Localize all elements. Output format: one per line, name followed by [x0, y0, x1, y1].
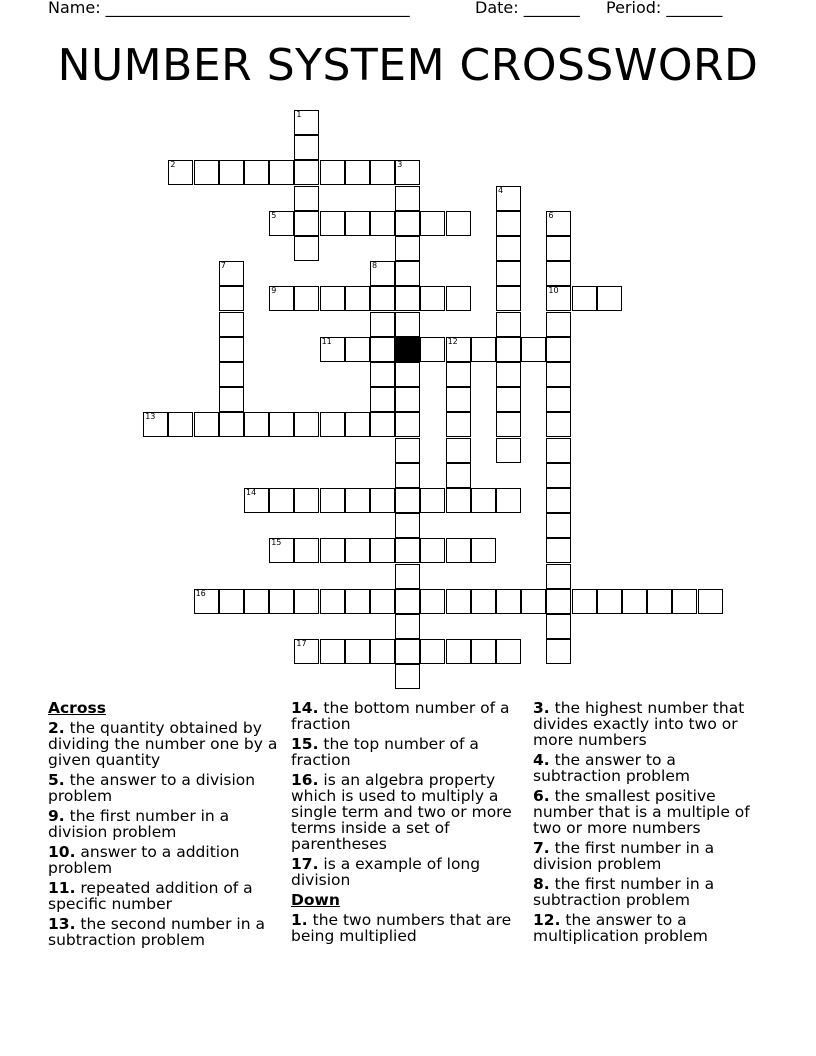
clue-number: 13.: [48, 915, 76, 933]
clue-number-label: 7: [220, 261, 226, 271]
crossword-cell[interactable]: [496, 261, 521, 286]
clue-number-label: 17: [296, 639, 307, 649]
across-clue: [48, 720, 284, 768]
crossword-cell[interactable]: [219, 362, 244, 387]
across-clue: [291, 772, 519, 852]
crossword-cell[interactable]: [395, 639, 420, 664]
crossword-cell[interactable]: [194, 589, 219, 614]
clue-text: the smallest positive number that is a multiple of two or more numbers: [533, 787, 750, 837]
crossword-cell[interactable]: [395, 614, 420, 639]
clue-number-label: 14: [246, 488, 257, 497]
clue-text: repeated addition of a specific number: [48, 879, 253, 913]
clue-number-label: 6: [548, 210, 554, 220]
crossword-cell[interactable]: [420, 589, 445, 614]
crossword-cell[interactable]: [320, 337, 345, 362]
crossword-cell[interactable]: [420, 286, 445, 311]
crossword-cell[interactable]: [219, 160, 244, 185]
crossword-cell[interactable]: [546, 564, 571, 589]
crossword-cell[interactable]: [345, 639, 370, 664]
crossword-cell[interactable]: [395, 513, 420, 538]
crossword-cell[interactable]: [345, 337, 370, 362]
crossword-cell[interactable]: [345, 286, 370, 311]
crossword-cell[interactable]: [496, 236, 521, 261]
down-clue: [533, 788, 765, 836]
crossword-cell[interactable]: [521, 337, 546, 362]
crossword-cell[interactable]: [345, 211, 370, 236]
clue-number-label: 9: [271, 286, 277, 296]
crossword-cell[interactable]: [294, 236, 319, 261]
clue-number: 8.: [533, 875, 550, 893]
crossword-cell[interactable]: [496, 412, 521, 437]
clue-number: 10.: [48, 843, 76, 861]
clue-number-label: 12: [447, 336, 458, 346]
crossword-cell[interactable]: [420, 211, 445, 236]
clue-number: 12.: [533, 911, 561, 929]
crossword-cell[interactable]: [320, 589, 345, 614]
crossword-cell[interactable]: [446, 211, 471, 236]
across-clue: [48, 916, 284, 948]
clue-number: 1.: [291, 911, 308, 929]
crossword-cell[interactable]: [546, 438, 571, 463]
crossword-cell[interactable]: [672, 589, 697, 614]
crossword-cell[interactable]: [219, 589, 244, 614]
across-clue: [48, 808, 284, 840]
name-field-label[interactable]: Name: ______________________________________: [48, 0, 410, 17]
date-field-label[interactable]: Date: _______: [475, 0, 580, 17]
crossword-cell[interactable]: [168, 160, 193, 185]
clue-number-label: 13: [145, 412, 156, 422]
crossword-cell[interactable]: [294, 110, 319, 135]
crossword-cell[interactable]: [269, 286, 294, 311]
clue-number-label: 4: [498, 185, 504, 195]
crossword-cell[interactable]: [194, 160, 219, 185]
crossword-cell[interactable]: [219, 337, 244, 362]
crossword-cell[interactable]: [345, 589, 370, 614]
crossword-cell[interactable]: [320, 639, 345, 664]
crossword-cell[interactable]: [546, 463, 571, 488]
crossword-cell[interactable]: [294, 135, 319, 160]
crossword-cell[interactable]: [471, 538, 496, 563]
clue-text: the first number in a division problem: [48, 807, 230, 841]
crossword-cell[interactable]: [370, 412, 395, 437]
crossword-cell[interactable]: [471, 337, 496, 362]
down-clue: [533, 912, 765, 944]
crossword-cell[interactable]: [395, 312, 420, 337]
crossword-cell[interactable]: [219, 312, 244, 337]
crossword-cell[interactable]: [546, 312, 571, 337]
crossword-cell[interactable]: [546, 614, 571, 639]
clue-number: 4.: [533, 751, 550, 769]
crossword-cell[interactable]: [546, 337, 571, 362]
crossword-cell[interactable]: [320, 488, 345, 513]
across-clue: [48, 844, 284, 876]
clue-number: 15.: [291, 735, 319, 753]
clue-number: 5.: [48, 771, 65, 789]
clue-text: the answer to a division problem: [48, 771, 256, 805]
crossword-cell[interactable]: [446, 438, 471, 463]
crossword-cell[interactable]: [446, 286, 471, 311]
crossword-cell[interactable]: [546, 412, 571, 437]
crossword-cell[interactable]: [395, 186, 420, 211]
crossword-cell[interactable]: [345, 160, 370, 185]
crossword-cell[interactable]: [546, 589, 571, 614]
crossword-cell[interactable]: [345, 538, 370, 563]
across-clue: [48, 772, 284, 804]
crossword-cell[interactable]: [370, 362, 395, 387]
clue-number-label: 2: [170, 160, 176, 170]
crossword-cell[interactable]: [143, 412, 168, 437]
clue-number: 6.: [533, 787, 550, 805]
crossword-cell[interactable]: [446, 463, 471, 488]
down-clue: [533, 840, 765, 872]
crossword-cell[interactable]: [446, 589, 471, 614]
clue-number-label: 15: [271, 538, 282, 548]
crossword-cell[interactable]: [244, 488, 269, 513]
crossword-cell[interactable]: [194, 412, 219, 437]
clue-number: 14.: [291, 699, 319, 717]
crossword-cell[interactable]: [294, 412, 319, 437]
across-clue: [291, 856, 519, 888]
crossword-cell[interactable]: [622, 589, 647, 614]
crossword-cell[interactable]: [420, 337, 445, 362]
clue-number-label: 16: [195, 588, 206, 598]
crossword-cell[interactable]: [597, 286, 622, 311]
crossword-cell[interactable]: [395, 589, 420, 614]
clue-number-label: 11: [321, 336, 332, 346]
crossword-cell[interactable]: [294, 488, 319, 513]
crossword-cell[interactable]: [395, 236, 420, 261]
crossword-cell[interactable]: [496, 186, 521, 211]
clue-number: 9.: [48, 807, 65, 825]
crossword-cell[interactable]: [698, 589, 723, 614]
crossword-cell[interactable]: [496, 362, 521, 387]
crossword-cell[interactable]: [320, 211, 345, 236]
crossword-cell[interactable]: [269, 211, 294, 236]
crossword-cell[interactable]: [269, 412, 294, 437]
crossword-cell[interactable]: [370, 538, 395, 563]
crossword-cell[interactable]: [546, 639, 571, 664]
clue-column-1: [48, 700, 284, 952]
crossword-cell[interactable]: [395, 463, 420, 488]
blocked-cell: [395, 337, 420, 362]
across-heading: Across: [48, 699, 106, 717]
clue-text: the quantity obtained by dividing the number one by a given quantity: [48, 719, 278, 769]
crossword-cell[interactable]: [420, 538, 445, 563]
crossword-cell[interactable]: [294, 589, 319, 614]
clue-number-label: 1: [296, 110, 302, 119]
period-field-label[interactable]: Period: _______: [606, 0, 723, 17]
clue-text: the first number in a division problem: [533, 839, 715, 873]
crossword-cell[interactable]: [370, 261, 395, 286]
crossword-cell[interactable]: [395, 538, 420, 563]
crossword-cell[interactable]: [546, 387, 571, 412]
crossword-cell[interactable]: [294, 211, 319, 236]
clue-number: 16.: [291, 771, 319, 789]
crossword-cell[interactable]: [345, 412, 370, 437]
crossword-cell[interactable]: [395, 160, 420, 185]
crossword-cell[interactable]: [244, 589, 269, 614]
crossword-cell[interactable]: [219, 387, 244, 412]
clue-column-3: [533, 700, 765, 948]
across-clue: [291, 700, 519, 732]
clue-text: the highest number that divides exactly into two or more numbers: [533, 699, 745, 749]
crossword-cell[interactable]: [370, 211, 395, 236]
crossword-cell[interactable]: [244, 160, 269, 185]
crossword-cell[interactable]: [395, 488, 420, 513]
crossword-cell[interactable]: [395, 664, 420, 689]
clue-text: answer to a addition problem: [48, 843, 240, 877]
crossword-cell[interactable]: [395, 564, 420, 589]
crossword-cell[interactable]: [496, 639, 521, 664]
crossword-cell[interactable]: [446, 639, 471, 664]
crossword-cell[interactable]: [370, 312, 395, 337]
clue-text: the top number of a fraction: [291, 735, 479, 769]
clue-text: the second number in a subtraction problem: [48, 915, 265, 949]
crossword-cell[interactable]: [572, 286, 597, 311]
crossword-cell[interactable]: [294, 538, 319, 563]
clue-column-2: [291, 700, 519, 948]
crossword-cell[interactable]: [420, 488, 445, 513]
crossword-cell[interactable]: [395, 261, 420, 286]
page-title: NUMBER SYSTEM CROSSWORD: [57, 40, 759, 91]
crossword-cell[interactable]: [320, 286, 345, 311]
crossword-cell[interactable]: [496, 589, 521, 614]
crossword-cell[interactable]: [471, 639, 496, 664]
crossword-cell[interactable]: [294, 639, 319, 664]
crossword-cell[interactable]: [446, 337, 471, 362]
crossword-cell[interactable]: [647, 589, 672, 614]
crossword-cell[interactable]: [446, 362, 471, 387]
crossword-cell[interactable]: [446, 412, 471, 437]
clue-number: 11.: [48, 879, 76, 897]
crossword-cell[interactable]: [446, 387, 471, 412]
crossword-cell[interactable]: [395, 412, 420, 437]
clue-text: is a example of long division: [291, 855, 481, 889]
down-clue: [533, 700, 765, 748]
crossword-cell[interactable]: [496, 211, 521, 236]
crossword-cell[interactable]: [370, 488, 395, 513]
down-clue: [533, 752, 765, 784]
crossword-cell[interactable]: [269, 538, 294, 563]
crossword-cell[interactable]: [395, 286, 420, 311]
crossword-cell[interactable]: [546, 362, 571, 387]
crossword-cell[interactable]: [446, 488, 471, 513]
crossword-cell[interactable]: [496, 438, 521, 463]
crossword-cell[interactable]: [269, 488, 294, 513]
crossword-cell[interactable]: [370, 639, 395, 664]
crossword-cell[interactable]: [168, 412, 193, 437]
crossword-cell[interactable]: [370, 589, 395, 614]
crossword-cell[interactable]: [219, 286, 244, 311]
crossword-cell[interactable]: [244, 412, 269, 437]
across-clue: [48, 880, 284, 912]
crossword-cell[interactable]: [395, 438, 420, 463]
crossword-cell[interactable]: [546, 513, 571, 538]
crossword-cell[interactable]: [370, 286, 395, 311]
crossword-cell[interactable]: [294, 186, 319, 211]
down-clue: [291, 912, 519, 944]
down-clue: [533, 876, 765, 908]
clue-number: 3.: [533, 699, 550, 717]
clue-text: the first number in a subtraction problem: [533, 875, 715, 909]
clue-text: the answer to a multiplication problem: [533, 911, 708, 945]
crossword-cell[interactable]: [471, 589, 496, 614]
clue-number: 7.: [533, 839, 550, 857]
crossword-cell[interactable]: [496, 337, 521, 362]
crossword-cell[interactable]: [395, 387, 420, 412]
crossword-cell[interactable]: [219, 261, 244, 286]
crossword-cell[interactable]: [320, 538, 345, 563]
crossword-cell[interactable]: [471, 488, 496, 513]
crossword-cell[interactable]: [446, 538, 471, 563]
crossword-cell[interactable]: [370, 160, 395, 185]
clue-text: is an algebra property which is used to multiply a single term and two or more terms inside a set of parentheses: [291, 771, 512, 853]
clue-text: the bottom number of a fraction: [291, 699, 510, 733]
crossword-cell[interactable]: [420, 639, 445, 664]
crossword-cell[interactable]: [546, 236, 571, 261]
crossword-cell[interactable]: [320, 412, 345, 437]
crossword-cell[interactable]: [395, 211, 420, 236]
crossword-cell[interactable]: [294, 160, 319, 185]
crossword-cell[interactable]: [294, 286, 319, 311]
crossword-cell[interactable]: [546, 261, 571, 286]
crossword-cell[interactable]: [370, 387, 395, 412]
down-heading: Down: [291, 891, 340, 909]
crossword-cell[interactable]: [320, 160, 345, 185]
across-clue: [291, 736, 519, 768]
clue-text: the answer to a subtraction problem: [533, 751, 690, 785]
crossword-cell[interactable]: [370, 337, 395, 362]
clue-number: 17.: [291, 855, 319, 873]
clue-number-label: 3: [397, 160, 403, 170]
crossword-cell[interactable]: [496, 286, 521, 311]
clue-number-label: 5: [271, 210, 277, 220]
crossword-cell[interactable]: [546, 211, 571, 236]
crossword-cell[interactable]: [546, 286, 571, 311]
crossword-cell[interactable]: [597, 589, 622, 614]
crossword-cell[interactable]: [345, 488, 370, 513]
crossword-cell[interactable]: [395, 362, 420, 387]
crossword-cell[interactable]: [496, 488, 521, 513]
crossword-cell[interactable]: [496, 387, 521, 412]
clue-text: the two numbers that are being multiplied: [291, 911, 512, 945]
crossword-cell[interactable]: [269, 160, 294, 185]
clue-number-label: 10: [548, 286, 559, 296]
crossword-cell[interactable]: [219, 412, 244, 437]
crossword-cell[interactable]: [521, 589, 546, 614]
clue-number-label: 8: [372, 261, 378, 271]
crossword-cell[interactable]: [269, 589, 294, 614]
crossword-cell[interactable]: [546, 538, 571, 563]
crossword-cell[interactable]: [496, 312, 521, 337]
crossword-cell[interactable]: [572, 589, 597, 614]
clue-number: 2.: [48, 719, 65, 737]
crossword-cell[interactable]: [546, 488, 571, 513]
